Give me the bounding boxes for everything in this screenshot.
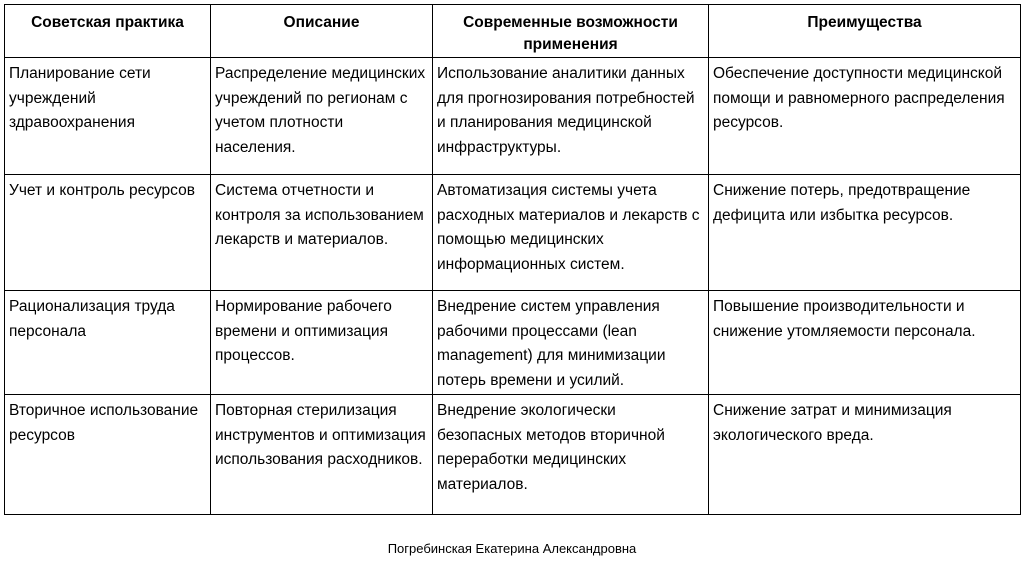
table-row	[5, 291, 1021, 395]
cell-modern: Автоматизация системы учета расходных материалов и лекарств с помощью медицинских информационных систем.	[433, 175, 709, 291]
practices-table	[4, 4, 1021, 515]
header-description: Описание	[211, 5, 433, 58]
cell-modern: Внедрение экологически безопасных методов вторичной переработки медицинских материалов.	[433, 395, 709, 515]
cell-practice: Вторичное использование ресурсов	[5, 395, 211, 515]
cell-practice: Планирование сети учреждений здравоохранения	[5, 58, 211, 175]
table-row	[5, 395, 1021, 515]
cell-modern: Внедрение систем управления рабочими процессами (lean management) для минимизации потерь времени и усилий.	[433, 291, 709, 395]
cell-advantages: Снижение потерь, предотвращение дефицита или избытка ресурсов.	[709, 175, 1021, 291]
table-row	[5, 175, 1021, 291]
table-header-row	[5, 5, 1021, 58]
cell-practice: Рационализация труда персонала	[5, 291, 211, 395]
cell-description: Система отчетности и контроля за использованием лекарств и материалов.	[211, 175, 433, 291]
header-modern-applications: Современные возможности применения	[433, 5, 709, 58]
cell-description: Повторная стерилизация инструментов и оптимизация использования расходников.	[211, 395, 433, 515]
cell-practice: Учет и контроль ресурсов	[5, 175, 211, 291]
header-advantages: Преимущества	[709, 5, 1021, 58]
cell-advantages: Снижение затрат и минимизация экологического вреда.	[709, 395, 1021, 515]
cell-description: Распределение медицинских учреждений по регионам с учетом плотности населения.	[211, 58, 433, 175]
cell-modern: Использование аналитики данных для прогнозирования потребностей и планирования медицинской инфраструктуры.	[433, 58, 709, 175]
cell-description: Нормирование рабочего времени и оптимизация процессов.	[211, 291, 433, 395]
table-row	[5, 58, 1021, 175]
author-footer: Погребинская Екатерина Александровна	[387, 541, 637, 556]
cell-advantages: Обеспечение доступности медицинской помощи и равномерного распределения ресурсов.	[709, 58, 1021, 175]
cell-advantages: Повышение производительности и снижение утомляемости персонала.	[709, 291, 1021, 395]
header-soviet-practice: Советская практика	[5, 5, 211, 58]
